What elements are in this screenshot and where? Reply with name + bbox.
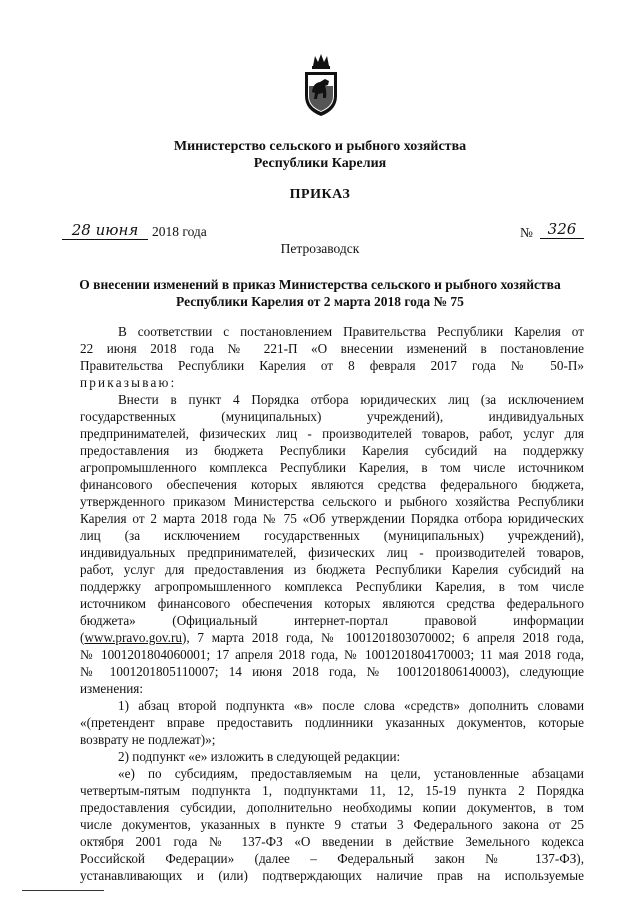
footnote-divider — [22, 890, 104, 891]
order-heading-line2: Республики Карелия от 2 марта 2018 года № 75 — [176, 294, 464, 309]
body-line: 22 июня 2018 года № 221-П «О внесении изменений в постановление — [80, 341, 584, 356]
handwritten-number: 326 — [540, 220, 584, 239]
body-line-with-link: (www.pravo.gov.ru), 7 марта 2018 года, № 1001201803070002; 6 апреля 2018 года, — [80, 630, 584, 645]
body-line: устанавливающих и (или) подтверждающих наличие прав на используемые — [80, 868, 584, 883]
handwritten-date: 28 июня — [62, 221, 148, 240]
date-year: 2018 года — [152, 224, 207, 239]
body-line: финансового обеспечения которых являются средства федерального бюджета, — [80, 477, 584, 492]
karelia-coat-of-arms-icon — [301, 52, 341, 118]
ministry-name-line1: Министерство сельского и рыбного хозяйства — [173, 139, 467, 154]
body-line: числе документов, указанных в пункте 9 статьи 3 Федерального закона от 25 — [80, 817, 584, 832]
body-line: 2) подпункт «е» изложить в следующей редакции: — [118, 749, 401, 764]
body-line: индивидуальных предпринимателей, физических лиц - производителей товаров, — [80, 545, 584, 560]
body-line: Внести в пункт 4 Порядка отбора юридических лиц (за исключением — [118, 392, 584, 407]
body-line: 1) абзац второй подпункта «в» после слова «средств» дополнить словами — [118, 698, 584, 713]
body-line: № 1001201805110007; 14 июня 2018 года, № 1001201806140003), следующие — [80, 664, 584, 679]
body-line: государственных (муниципальных) учреждений), индивидуальных — [80, 409, 584, 424]
body-line: работ, услуг для предоставления из бюджета Республики Карелия субсидий на — [80, 562, 584, 577]
body-line: изменения: — [80, 681, 144, 696]
body-line: лиц (за исключением государственных (муниципальных) учреждений), — [80, 528, 584, 543]
body-line: возврату не подлежат)»; — [80, 732, 216, 747]
body-line: предпринимателей, физических лиц - производителей товаров, работ, услуг для — [80, 426, 584, 441]
body-line: утвержденного приказом Министерства сельского и рыбного хозяйства Республики — [80, 494, 584, 509]
body-line: Российской Федерации» (далее – Федеральный закон № 137-ФЗ), — [80, 851, 584, 866]
body-line: предоставления субсидии, дополнительно необходимы копии документов, в том — [80, 800, 584, 815]
body-line: агропромышленного комплекса Республики Карелия, в том числе источником — [80, 460, 584, 475]
body-line: Карелия от 2 марта 2018 года № 75 «Об утверждении Порядка отбора юридических — [80, 511, 584, 526]
body-line: предоставления из бюджета Республики Карелия субсидий на поддержку — [80, 443, 584, 458]
document-type-title: ПРИКАЗ — [289, 187, 351, 202]
ministry-name-line2: Республики Карелия — [253, 156, 387, 171]
body-line: «(претендент вправе предоставить подлинники указанных документов, которые — [80, 715, 584, 730]
number-sign: № — [520, 225, 533, 240]
body-line: источником финансового обеспечения которых являются средства федерального — [80, 596, 584, 611]
pravo-gov-link[interactable]: www.pravo.gov.ru — [84, 630, 182, 645]
body-line: октября 2001 года № 137-ФЗ «О введении в действие Земельного кодекса — [80, 834, 584, 849]
body-line: Правительства Республики Карелия от 8 февраля 2017 года № 50-П» — [80, 358, 584, 373]
body-line: приказываю: — [80, 375, 177, 390]
body-line: № 1001201804060001; 17 апреля 2018 года, № 1001201804170003; 11 мая 2018 года, — [80, 647, 584, 662]
body-line: поддержку агропромышленного комплекса Республики Карелия, в том числе — [80, 579, 584, 594]
city-name: Петрозаводск — [280, 241, 360, 256]
order-heading-line1: О внесении изменений в приказ Министерства сельского и рыбного хозяйства — [79, 277, 561, 292]
body-line: «е) по субсидиям, предоставляемым на цели, установленные абзацами — [118, 766, 584, 781]
body-line: В соответствии с постановлением Правительства Республики Карелия от — [118, 324, 584, 339]
body-line: бюджета» (Официальный интернет-портал правовой информации — [80, 613, 584, 628]
body-line: четвертым-пятым подпункта 1, подпунктами 11, 12, 15-19 пункта 2 Порядка — [80, 783, 584, 798]
